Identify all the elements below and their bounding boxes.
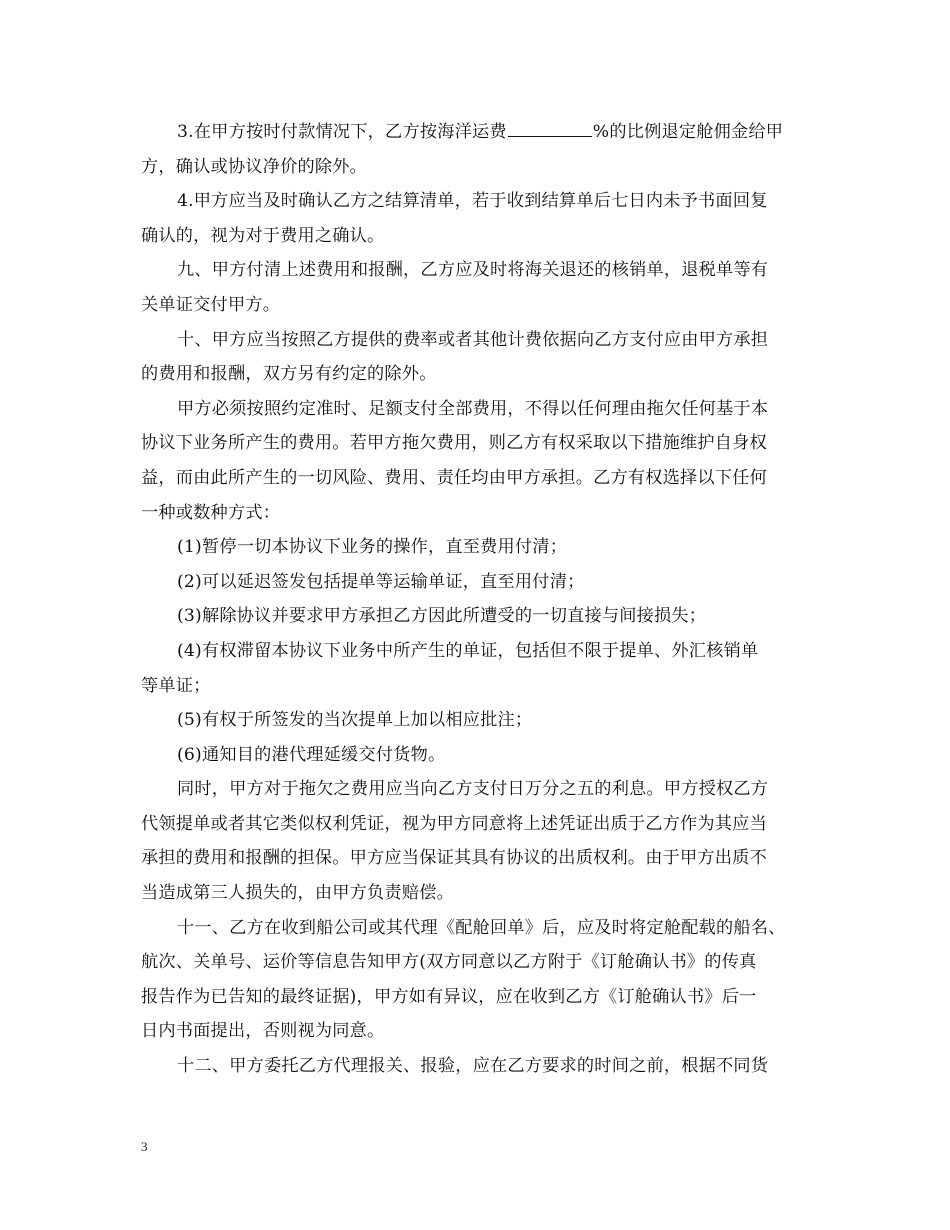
page-number: 3 xyxy=(141,1139,148,1154)
text-line: 协议下业务所产生的费用。若甲方拖欠费用，则乙方有权采取以下措施维护自身权 xyxy=(141,433,767,454)
text-line: (1)暂停一切本协议下业务的操作，直至费用付清； xyxy=(177,537,568,558)
text-line: (4)有权滞留本协议下业务中所产生的单证，包括但不限于提单、外汇核销单 xyxy=(177,640,759,661)
text-line: 报告作为已告知的最终证据)，甲方如有异议，应在收到乙方《订舱确认书》后一 xyxy=(141,986,757,1007)
paragraph-p6 xyxy=(141,530,813,565)
text-line: 方，确认或协议净价的除外。 xyxy=(141,156,368,177)
text-line: 同时，甲方对于拖欠之费用应当向乙方支付日万分之五的利息。甲方授权乙方 xyxy=(177,779,769,800)
text-line: 十一、乙方在收到船公司或其代理《配舱回单》后，应及时将定舱配载的船名、 xyxy=(177,917,786,938)
text-line: 十、甲方应当按照乙方提供的费率或者其他计费依据向乙方支付应由甲方承担 xyxy=(177,329,769,350)
text-line: 确认的，视为对于费用之确认。 xyxy=(141,225,385,246)
text-line: 益，而由此所产生的一切风险、费用、责任均由甲方承担。乙方有权选择以下任何 xyxy=(141,467,767,488)
paragraph-p5 xyxy=(141,392,813,530)
paragraph-p7 xyxy=(141,565,813,600)
paragraph-p13 xyxy=(141,911,813,1049)
text-line xyxy=(141,115,813,150)
text-line: 航次、关单号、运价等信息告知甲方(双方同意以乙方附于《订舱确认书》的传真 xyxy=(141,952,757,973)
paragraph-p11 xyxy=(141,738,813,773)
paragraph-p9 xyxy=(141,634,813,703)
paragraph-p10 xyxy=(141,703,813,738)
text-line: 关单证交付甲方。 xyxy=(141,294,281,315)
paragraph-p3 xyxy=(141,253,813,322)
text-line: 当造成第三人损失的，由甲方负责赔偿。 xyxy=(141,883,454,904)
text-line: 等单证； xyxy=(141,675,211,696)
text-line: (5)有权于所签发的当次提单上加以相应批注； xyxy=(177,710,533,731)
fill-in-blank xyxy=(508,118,592,137)
paragraph-p1 xyxy=(141,115,813,184)
text-segment: 3.在甲方按时付款情况下，乙方按海洋运费 xyxy=(177,122,507,142)
text-line: 九、甲方付清上述费用和报酬，乙方应及时将海关退还的核销单，退税单等有 xyxy=(177,260,769,281)
text-line: 4.甲方应当及时确认乙方之结算清单，若于收到结算单后七日内未予书面回复 xyxy=(177,191,768,212)
text-line: 十二、甲方委托乙方代理报关、报验，应在乙方要求的时间之前，根据不同货 xyxy=(177,1056,769,1077)
text-line: (2)可以延迟签发包括提单等运输单证，直至用付清； xyxy=(177,571,585,592)
text-line: 承担的费用和报酬的担保。甲方应当保证其具有协议的出质权利。由于甲方出质不 xyxy=(141,848,767,869)
document-body xyxy=(141,115,813,1084)
text-line: 的费用和报酬，双方另有约定的除外。 xyxy=(141,364,437,385)
text-line: (3)解除协议并要求甲方承担乙方因此所遭受的一切直接与间接损失； xyxy=(177,606,707,627)
paragraph-p14 xyxy=(141,1049,813,1084)
text-line: 代领提单或者其它类似权利凭证，视为甲方同意将上述凭证出质于乙方作为其应当 xyxy=(141,813,767,834)
paragraph-p12 xyxy=(141,772,813,910)
text-line: 甲方必须按照约定准时、足额支付全部费用，不得以任何理由拖欠任何基于本 xyxy=(177,398,769,419)
paragraph-p2 xyxy=(141,184,813,253)
paragraph-p8 xyxy=(141,599,813,634)
text-line: (6)通知目的港代理延缓交付货物。 xyxy=(177,744,446,765)
text-line: 一种或数种方式： xyxy=(141,502,281,523)
text-segment: %的比例退定舱佣金给甲 xyxy=(592,122,784,142)
text-line: 日内书面提出，否则视为同意。 xyxy=(141,1021,385,1042)
paragraph-p4 xyxy=(141,323,813,392)
